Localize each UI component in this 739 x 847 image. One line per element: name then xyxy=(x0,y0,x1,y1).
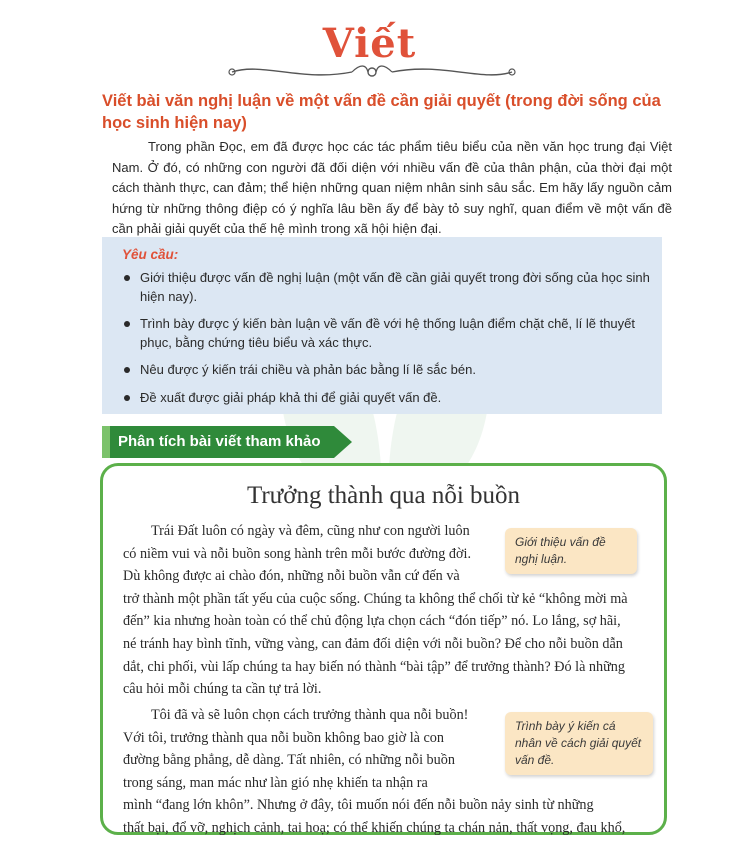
essay-line: mình “đang lớn khôn”. Nhưng ở đây, tôi muốn nói đến nỗi buồn nảy sinh từ những xyxy=(123,797,594,814)
bullet-icon xyxy=(124,275,130,281)
essay-line: câu hỏi mỗi chúng ta cần tự trả lời. xyxy=(123,681,322,698)
requirements-list xyxy=(122,269,652,416)
essay-paragraph-1-bottom xyxy=(123,588,647,701)
sample-essay-box xyxy=(100,463,667,835)
requirement-text: Trình bày được ý kiến bàn luận về vấn đề với hệ thống luận điểm chặt chẽ, lí lẽ thuyết phục, bằng chứng tiêu biểu và xác thực. xyxy=(140,316,636,350)
essay-line: trở thành một phần tất yếu của cuộc sống. Chúng ta không thể chối từ kẻ “không mời mà xyxy=(123,590,628,607)
requirement-text: Nêu được ý kiến trái chiều và phản bác bằng lí lẽ sắc bén. xyxy=(140,362,476,377)
essay-line: dắt, chi phối, vùi lấp chúng ta hay biến nó thành “bài tập” để trưởng thành? Đó là những xyxy=(123,658,625,675)
section-subtitle: Viết bài văn nghị luận về một vấn đề cần giải quyết (trong đời sống của học sinh hiện nay) xyxy=(102,92,661,132)
essay-line: đến” kia nhưng hoàn toàn có thể chủ động lựa chọn cách “đón tiếp” nó. Lo lắng, sợ hãi, xyxy=(123,613,621,630)
essay-title: Trưởng thành qua nỗi buồn xyxy=(246,482,521,509)
list-item xyxy=(122,389,652,408)
essay-line: né tránh hay bình tĩnh, vững vàng, can đảm đối diện với nỗi buồn? Để cho nỗi buồn dẫn xyxy=(123,635,623,652)
essay-line: Dù không được ai chào đón, những nỗi buồn vẫn cứ đến và xyxy=(123,568,460,585)
section-heading-tab xyxy=(102,426,372,458)
essay-paragraph-1-top xyxy=(123,520,483,588)
requirements-box xyxy=(102,237,662,414)
title-ornament-icon xyxy=(222,60,522,84)
essay-line: Trái Đất luôn có ngày và đêm, cũng như con người luôn xyxy=(151,523,470,539)
list-item xyxy=(122,269,652,306)
page-title: Viết xyxy=(322,20,417,67)
bullet-icon xyxy=(124,321,130,327)
list-item xyxy=(122,315,652,352)
essay-paragraph-2-bottom xyxy=(123,794,647,839)
essay-line: trong sáng, man mác như làn gió nhẹ khiến ta nhận ra xyxy=(123,774,428,791)
requirement-text: Giới thiệu được vấn đề nghị luận (một vấn đề cần giải quyết trong đời sống của học sinh hiện nay). xyxy=(140,270,650,304)
essay-line: có niềm vui và nỗi buồn song hành trên mỗi bước đường đời. xyxy=(123,545,471,562)
section-tab-accent xyxy=(102,426,110,458)
bullet-icon xyxy=(124,367,130,373)
essay-line: Tôi đã và sẽ luôn chọn cách trưởng thành qua nỗi buồn! xyxy=(151,707,469,723)
bullet-icon xyxy=(124,395,130,401)
section-heading-label: Phân tích bài viết tham khảo xyxy=(118,433,321,450)
list-item xyxy=(122,361,652,380)
margin-note-2: Trình bày ý kiến cá nhân về cách giải quyết vấn đề. xyxy=(505,712,653,775)
requirements-heading: Yêu cầu: xyxy=(122,247,179,262)
essay-line: đường bằng phẳng, dễ dàng. Tất nhiên, có những nỗi buồn xyxy=(123,752,455,769)
requirement-text: Đề xuất được giải pháp khả thi để giải quyết vấn đề. xyxy=(140,389,442,405)
essay-line: thất bại, đổ vỡ, nghịch cảnh, tai hoạ; có thể khiến chúng ta chán nản, thất vọng, đau khổ, xyxy=(123,819,626,836)
intro-paragraph: Trong phần Đọc, em đã được học các tác phẩm tiêu biểu của nền văn học trung đại Việt Nam. Ở đó, có những con người đã đối diện với nhiều vấn đề của thân phận, của thời đại một cách thành thực, can đảm; thể hiện những quan niệm nhân sinh sâu sắc. Em hãy lấy nguồn cảm hứng từ những thông điệp có ý nghĩa lâu bền ấy để bày tỏ suy nghĩ, quan điểm về một vấn đề cần phải giải quyết của thế hệ mình trong xã hội hiện đại. xyxy=(112,139,672,236)
margin-note-1: Giới thiệu vấn đề nghị luận. xyxy=(505,528,637,574)
essay-line: Với tôi, trưởng thành qua nỗi buồn không bao giờ là con xyxy=(123,729,444,746)
essay-paragraph-2-top xyxy=(123,704,503,794)
